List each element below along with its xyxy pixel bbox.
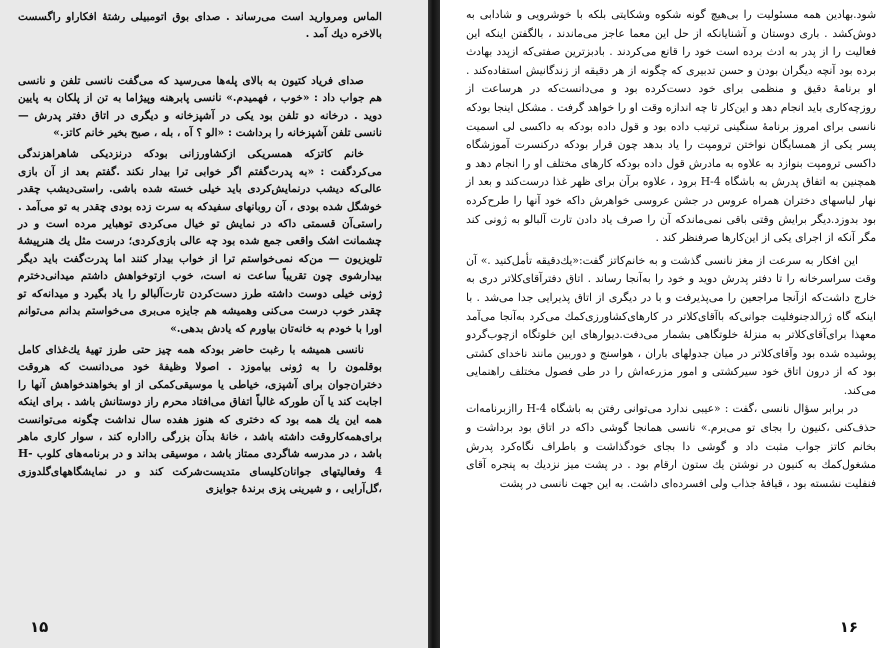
left-paragraph-4: نانسی همیشه با رغبت حاضر بودکه همه چیز حتی طرز تهیهٔ یك‌غذای کامل بوقلمون را به ژونی بیاموزد . اصولا وظیفهٔ خود می‌دانست که هروقت دختران‌جوان برای آشپزی، خیاطی یا موسیقی‌کمکی از او بخواهندخواهش آنها را اجابت کند یا آن طورکه غالباً اتفاق می‌افتاد محرم راز دوستانش باشد . برای اینکه همه این یك همه بود که دختری که هنوز هفده سال نداشت چگونه می‌توانست برای‌همه‌کاروقت داشته باشد ، خانهٔ بدآن بزرگی رااداره کند ، سوار کاری ماهر باشد ، در مدرسه شاگردی ممتاز باشد ، موسیقی بداند و در برنامه‌های کلوب H-4 وفعالیتهای جوانان‌کلیسای متدیست‌شرکت کند و در نمایشگاههای‌گلدوزی ،‌گل‌آرایی ، و شیرینی پزی برندهٔ جوایزی [18, 342, 382, 496]
left-paragraph-3: خانم کاتزکه همسریکی ازکشاورزانی بودکه درنزدیکی شاهراهزندگی می‌کردگفت : «به پدرت‌گفتم اگر خوابی ترا بیدار نکند .گفتم بعد از آن بازی عالی‌که دیشب درنمایش‌کردی باید خیلی خسته شده باشی. راستی‌دیشب چقدر خوشگل شده بودی ، آن روبانهای سفیدکه به سرت زده بودی چقدر به تو می‌آمد . راستی‌آن قسمتی داکه در نمایش تو خیال می‌کردی توهبایر مرده است و در چشمانت اشک واقعی جمع شده بود چه عالی بازی‌کردی؛ درست مثل یك هنرپیشهٔ تلویزیون — من‌که نمی‌خواستم ترا از خواب بیدار کنند اما پدرت‌گفت باید دیگر بیدارشوی چون تقریباً ساعت نه است، خوب ازتوخواهش داشتم میدانی‌دخترم ژونی خیلی دوست داشته طرز دست‌کردن تارت‌آلبالو را یاد بگیرد و میدانه‌که تو چقدر خوب درست می‌کنی وهمیشه هم جایزه می‌بری می‌خواستم بدانم می‌توانم اورا با خودم به خانه‌تان بیاورم که یادش بدهی.» [18, 147, 382, 335]
paragraph-gap [18, 43, 382, 72]
book-gutter [428, 0, 440, 648]
right-paragraph-1: شود.بهادین همه مسئولیت را بی‌هیچ گونه شکوه وشکایتی بلکه با خوشرویی و شادابی به دوش‌کشد . باری دوستان و آشنایانکه از حل این معما عاجز می‌ماندند ، بالگفتن اینکه این فعالیت را از پدر به ادث برده است خود را قانع می‌کردند . بادبزترین صفتی‌که ازپدد بهادث برده بود آنچه دیگران بودن و حسن تدبیری که چگونه از هر دقیقه از زندگانیش استفاده‌کند . او برنامهٔ دقیق و منظمی برای خود دست‌کرده بود و می‌دانست‌که در هرساعت از روزچه‌کاری باید انجام دهد و این‌کار تا چه اندازه وقت او را خواهد گرفت . مشکل اینجا بودکه نانسی برای امروز برنامهٔ سنگینی ترتیب داده بود و قول داده بودکه به داکسی لی اسمیت پسر یکی از همسایگان نواختن ترومپت را یاد بدهد چون قرار بودکه درکنسرت آموزشگاه داکسی ترومپت بنوازد به علاوه به مادرش قول داده بودکه کارهای مختلف او را انجام دهد و همچنین به اتفاق پدرش به باشگاه H-4 برود ، علاوه برآن برای ظهر غذا درست‌کند و بعد از نهار لباسهای دختران همراه عروس در جشن عروسی خواهرش داکه خود آنها را طرح‌کرده بود بدوزد.دیگر برایش وقتی باقی نمی‌ماندکه آن را صرف یاد دادن تارت آلبالو به ژونی کند مگر آنکه از اجرای یکی از این‌کارها صرفنظر کند . [466, 8, 876, 245]
left-paragraph-1: الماس ومرواريد است می‌رساند . صدای بوق اتومبیلی رشتهٔ افکاراو راگسست بالاخره دیك آمد . [18, 10, 382, 41]
page-number-left: ۱۵ [30, 618, 49, 636]
right-paragraph-3: در برابر سؤال نانسی ،‌گفت : «عیبی ندارد می‌توانی رفتن به باشگاه H-4 راازبرنامه‌ات حذف‌کنی ،کنیون را بجای تو می‌برم.» نانسی همانجا گوشی داکه در اتاق بود برداشت و بخانم کاتز جواب مثبت داد و گوشی دا بجای خودگذاشت و باطراف نگاه‌کرد پدرش مشغول‌کمك به کنیون در نوشتن یك ستون ارقام بود . در پشت میز نزدیك به پنجره آقای فنفلیت نشسته بود ، قیافهٔ جذاب ولی افسرده‌ای داشت. به این جهت نانسی در پشت [466, 402, 876, 490]
left-page [0, 0, 428, 648]
right-page [440, 0, 892, 648]
left-paragraph-2: صدای فریاد کتیون به بالای پله‌ها می‌رسید که می‌گفت نانسی تلفن و نانسی هم جواب داد : «خوب ، فهمیدم.» نانسی پابرهنه وپیژاما به تن از پلکان به پایین دوید . درخانه دو تلفن بود یکی در آشپزخانه و دیگری در اتاق دفتر پدرش — نانسی تلفن آشپزخانه را برداشت : «الو ؟ آه ، بله ، صبح بخیر خانم کاتز.» [18, 73, 382, 140]
page-number-right: ۱۶ [839, 618, 858, 636]
right-paragraph-2: این افکار به سرعت از مغز نانسی گذشت و به خانم‌کاتز گفت:«یك‌دقیقه تأمل‌کنید .» آن وقت سراسرخانه را تا دفتر پدرش دوید و خود را به‌آنجا رساند . اتاق دفترآقای‌کلاتر دری به خارج داشت‌که ازآنجا مراجعین را می‌پذیرفت و با در دیگری از اتاق پذیرایی جدا می‌شد . با اینکه گاه ژرالدجنوفلیت جوانی‌که باآقای‌کلاتر در کارهای‌کشاورزی‌کمك می‌کرد به‌آنجا می‌آمد معهذا برای‌آقای‌کلاتر به منزلهٔ خلوتگاهی بشمار می‌دفت.دیوارهای این خلوتگاه ازچوب‌گردو پوشیده شده بود وآقای‌کلاتر در میان جدولهای باران ، هواسنج و دوربین مانند ناخدای کشتی بود که از درون اتاق خود سیرکشتی و امور مزرعه‌اش را در طی فصول مختلف راهنمایی می‌کند. [466, 253, 876, 397]
